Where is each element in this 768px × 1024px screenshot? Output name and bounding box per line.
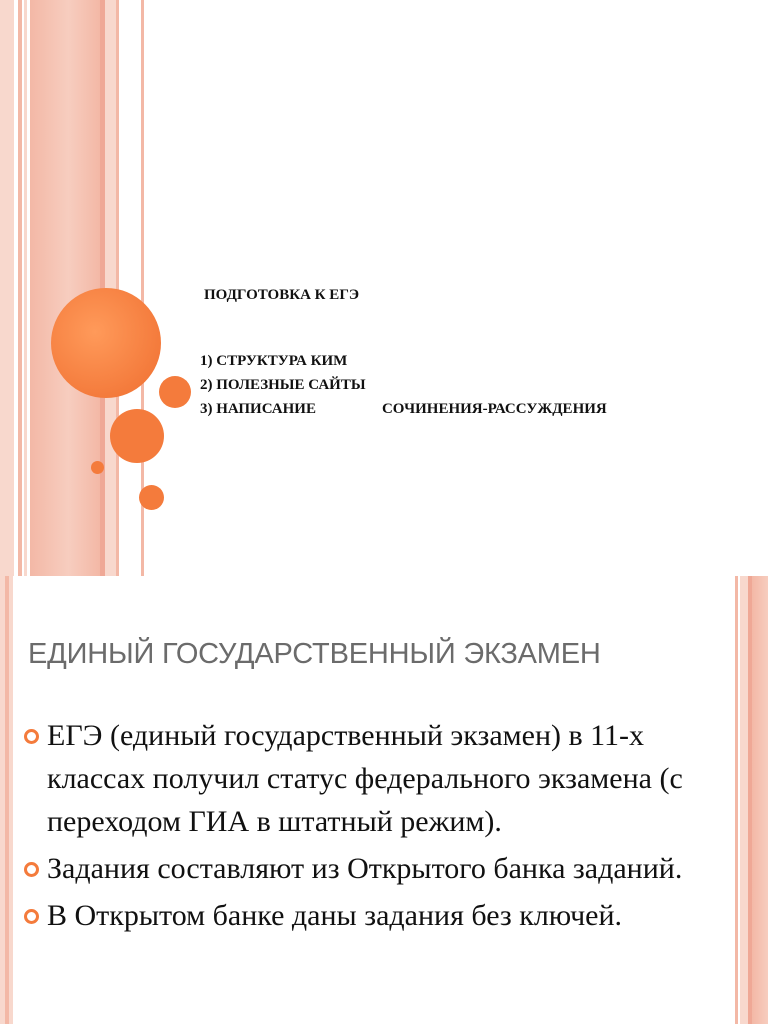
decor-stripe <box>24 0 27 576</box>
decor-stripe <box>735 576 738 1024</box>
bullet-text: В Открытом банке даны задания без ключей. <box>47 899 623 932</box>
decor-stripe <box>752 576 768 1024</box>
outline-item-3-part1: 3) НАПИСАНИЕ <box>200 401 316 417</box>
slide-2 <box>0 576 768 1024</box>
list-item <box>22 714 722 843</box>
bullet-list <box>22 714 722 941</box>
decor-stripe <box>9 576 13 1024</box>
decor-stripe <box>30 0 100 576</box>
bullet-text: ЕГЭ (единый государственный экзамен) в 11-х классах получил статус федерального экзамена (с переходом ГИА в штатный режим). <box>47 719 683 838</box>
bullet-circle-icon <box>24 862 39 877</box>
outline-item-2: 2) ПОЛЕЗНЫЕ САЙТЫ <box>200 377 366 393</box>
decor-circle <box>139 485 164 510</box>
decor-stripe <box>122 0 138 576</box>
outline-item-3 <box>200 398 607 420</box>
decor-circle <box>159 376 191 408</box>
list-item <box>22 894 722 937</box>
decor-circle <box>91 461 104 474</box>
slide-2-heading: ЕДИНЫЙ ГОСУДАРСТВЕННЫЙ ЭКЗАМЕН <box>28 638 601 670</box>
bullet-text: Задания составляют из Открытого банка заданий. <box>47 852 683 885</box>
bullet-circle-icon <box>24 729 39 744</box>
decor-stripe <box>18 0 22 576</box>
list-item <box>22 847 722 890</box>
decor-stripe <box>740 576 748 1024</box>
decor-circle-large <box>51 288 161 398</box>
slide-1-title: ПОДГОТОВКА К ЕГЭ <box>204 287 360 303</box>
outline-item-1: 1) СТРУКТУРА КИМ <box>200 353 348 369</box>
bullet-circle-icon <box>24 909 39 924</box>
decor-circle <box>110 409 164 463</box>
outline-item-3-part2: СОЧИНЕНИЯ-РАССУЖДЕНИЯ <box>381 401 607 417</box>
decor-stripe <box>0 0 14 576</box>
